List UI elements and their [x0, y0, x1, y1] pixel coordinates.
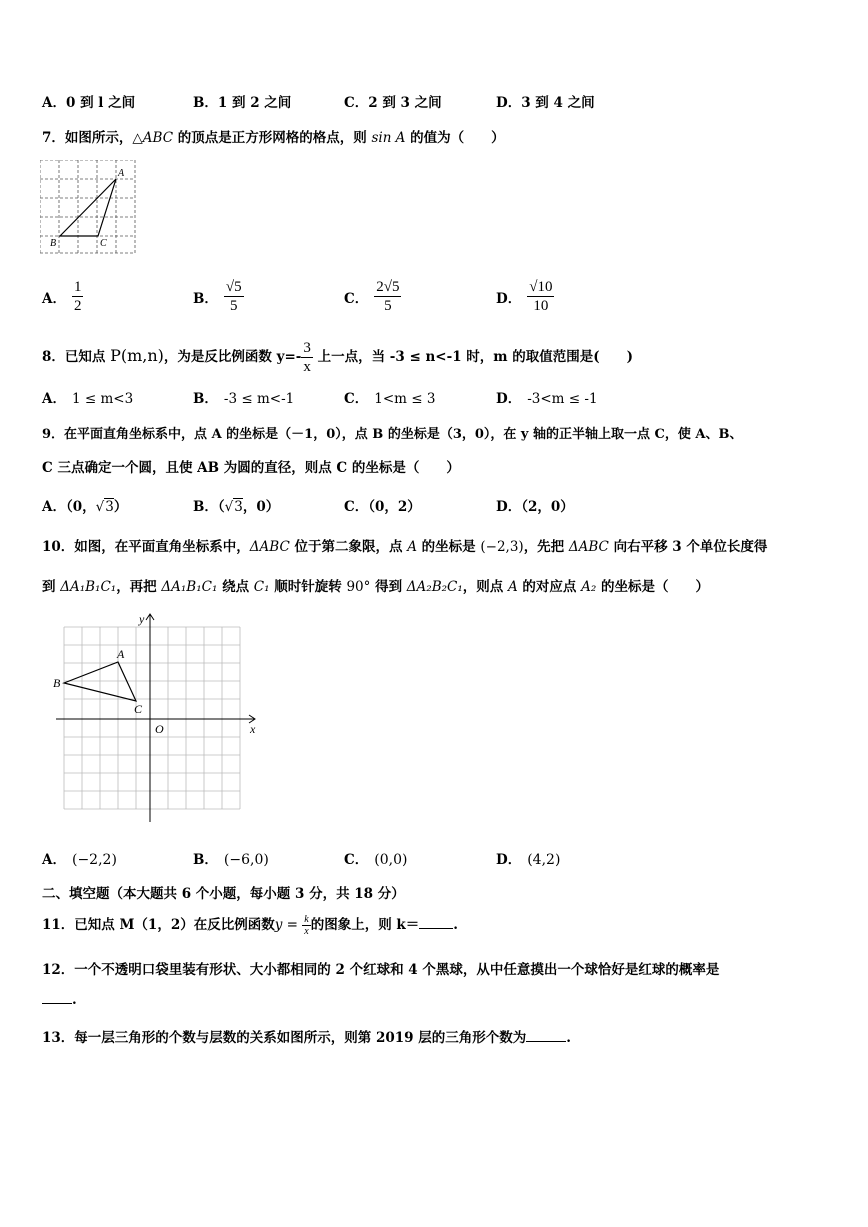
q8-prefix: 8．已知点: [42, 349, 111, 365]
q13-stem: [42, 1026, 571, 1046]
q7-c-den: 5: [384, 298, 392, 314]
q11-stem: [42, 910, 458, 940]
q7-d-den: 10: [533, 298, 549, 314]
option-letter: B．: [193, 391, 218, 407]
m: A₂: [581, 579, 597, 595]
t: 到: [42, 579, 61, 595]
m: ΔABC: [249, 539, 290, 555]
option-letter: A．: [42, 499, 66, 515]
q13-end: .: [566, 1030, 571, 1046]
t: 的坐标是: [416, 539, 481, 555]
q8-suffix: 上一点，当 -3 ≤ n<-1 时，m 的取值范围是( ): [312, 349, 634, 365]
q11-suffix: 的图象上，则 k＝: [310, 917, 420, 933]
q6-option-b: [193, 91, 291, 111]
option-letter: B．: [193, 290, 218, 307]
q11-func: y =: [274, 917, 303, 933]
q9-option-a: A．（0，√3）: [42, 499, 128, 515]
t: 绕点: [217, 579, 254, 595]
option-letter: D．: [496, 391, 522, 407]
q7-label-a: A: [118, 168, 125, 179]
q11-prefix: 11．已知点 M（1，2）在反比例函数: [42, 917, 275, 933]
option-text: -3 ≤ m<-1: [223, 391, 295, 407]
option-text: (−6,0): [223, 852, 269, 868]
q10-coordinate-figure: [50, 612, 265, 827]
option-text: (4,2): [527, 852, 561, 868]
q7-c-num: 2√5: [376, 279, 400, 295]
option-pre: （0，: [65, 499, 96, 515]
q9-line2: C 三点确定一个圆，且使 AB 为圆的直径，则点 C 的坐标是（ ）: [42, 460, 460, 476]
q10-option-b: [193, 848, 269, 868]
option-letter: C．: [344, 95, 369, 111]
section-2-heading: 二、填空题（本大题共 6 个小题，每小题 3 分，共 18 分）: [42, 886, 405, 902]
q6-option-a: [42, 91, 135, 111]
m: A: [407, 539, 417, 555]
m: ΔA₂B₂C₁: [406, 579, 463, 595]
option-letter: D．: [496, 852, 522, 868]
q7-d-num: √10: [529, 279, 553, 295]
option-text: (0,0): [374, 852, 408, 868]
option-text: 1 到 2 之间: [217, 95, 292, 111]
option-post: ）: [113, 499, 128, 515]
q10-label-b: B: [53, 676, 61, 690]
option-letter: A．: [42, 391, 66, 407]
option-sqrt: 3: [234, 499, 243, 515]
option-text: 1 ≤ m<3: [71, 391, 134, 407]
q7-stem: [42, 126, 505, 146]
q12-line1: 12．一个不透明口袋里装有形状、大小都相同的 2 个红球和 4 个黑球，从中任意摸出一个球恰好是红球的概率是: [42, 962, 720, 978]
q10-label-y: y: [139, 612, 145, 626]
q8-option-b: [193, 387, 294, 407]
q7-option-c: [344, 278, 401, 315]
t: 得到: [370, 579, 407, 595]
option-text: 3 到 4 之间: [521, 95, 595, 111]
q7-suffix: 的值为（ ）: [405, 130, 505, 146]
q11-end: .: [453, 917, 458, 933]
t: ，再把: [116, 579, 162, 595]
m: ΔABC: [568, 539, 609, 555]
option-letter: D．: [496, 290, 522, 307]
q7-mid: 的顶点是正方形网格的格点，则: [173, 130, 372, 146]
m: A: [507, 579, 518, 595]
m: (−2,3): [480, 539, 524, 555]
m: ΔA₁B₁C₁: [161, 579, 218, 595]
q7-option-b: [193, 278, 244, 315]
q10-label-o: O: [155, 722, 164, 736]
option-text: (−2,2): [71, 852, 117, 868]
q7-option-a: [42, 278, 83, 315]
t: 顺时针旋转: [269, 579, 347, 595]
t: ，则点: [462, 579, 508, 595]
q7-b-den: 5: [230, 298, 238, 314]
q9-option-d: [496, 495, 574, 515]
q10-grid-lines: [64, 627, 240, 809]
q10-line2: [42, 575, 709, 595]
option-letter: C．: [344, 499, 369, 515]
q6-option-c: [344, 91, 442, 111]
q12-end: .: [72, 992, 77, 1008]
option-post: ，0）: [242, 499, 280, 515]
t: 向右平移 3 个单位长度得: [608, 539, 768, 555]
q8-option-c: [344, 387, 435, 407]
q13-answer-blank[interactable]: [526, 1041, 566, 1042]
m: 90°: [346, 579, 371, 595]
option-pre: （: [217, 499, 225, 515]
q7-triangle-shape: [60, 179, 116, 236]
q6-option-d: [496, 91, 595, 111]
option-sqrt: 3: [105, 499, 114, 515]
q8-option-a: [42, 387, 133, 407]
t: ，先把: [523, 539, 569, 555]
q7-triangle: △ABC: [132, 130, 174, 146]
option-letter: B．: [193, 499, 218, 515]
option-letter: C．: [344, 391, 369, 407]
option-letter: C．: [344, 852, 369, 868]
q9-option-b: B．（√3，0）: [193, 499, 280, 515]
q12-answer-blank[interactable]: [42, 1003, 72, 1004]
q7-label-b: B: [50, 238, 57, 249]
q8-point: P(m,n): [110, 346, 164, 365]
option-letter: C．: [344, 290, 369, 307]
option-letter: A．: [42, 290, 66, 307]
q8-frac-num: 3: [303, 340, 311, 356]
option-letter: A．: [42, 95, 66, 111]
option-text: 1<m ≤ 3: [374, 391, 436, 407]
q10-label-x: x: [250, 722, 256, 736]
q8-option-d: [496, 387, 598, 407]
q7-prefix: 7．如图所示，: [42, 130, 133, 146]
q7-label-c: C: [100, 238, 107, 249]
option-text: （2，0）: [521, 499, 574, 515]
q12-line2: [42, 992, 77, 1008]
t: 的对应点: [517, 579, 582, 595]
q8-frac-den: x: [303, 359, 311, 375]
q10-label-c: C: [134, 702, 143, 716]
q11-frac-den: x: [304, 926, 309, 937]
m: C₁: [253, 579, 270, 595]
option-text: -3<m ≤ -1: [527, 391, 598, 407]
t: 的坐标是（ ）: [596, 579, 709, 595]
option-letter: A．: [42, 852, 66, 868]
q10-label-a: A: [117, 647, 125, 661]
q7-a-num: 1: [73, 279, 82, 295]
q10-option-d: [496, 848, 560, 868]
option-letter: B．: [193, 852, 218, 868]
q7-a-den: 2: [73, 298, 82, 314]
q7-sin: sin A: [371, 130, 406, 146]
option-letter: D．: [496, 95, 522, 111]
t: 10．如图，在平面直角坐标系中，: [42, 539, 250, 555]
option-text: 0 到 l 之间: [65, 95, 136, 111]
q10-line1: [42, 535, 767, 555]
q9-line1: 9．在平面直角坐标系中，点 A 的坐标是（－1，0），点 B 的坐标是（3，0），在 y 轴的正半轴上取一点 C，使 A、B、: [42, 427, 743, 442]
option-text: （0，2）: [368, 499, 421, 515]
q9-option-c: [344, 495, 421, 515]
q7-b-num: √5: [225, 279, 242, 295]
q8-mid: ，为是反比例函数 y=-: [163, 349, 302, 365]
option-letter: D．: [496, 499, 522, 515]
q10-option-c: [344, 848, 407, 868]
q13-text: 13．每一层三角形的个数与层数的关系如图所示，则第 2019 层的三角形个数为: [42, 1030, 527, 1046]
q7-grid-figure: [40, 160, 140, 256]
option-text: 2 到 3 之间: [368, 95, 442, 111]
option-letter: B．: [193, 95, 218, 111]
m: ΔA₁B₁C₁: [60, 579, 117, 595]
q8-stem: [42, 338, 633, 376]
q11-frac-num: k: [304, 914, 309, 925]
q7-option-d: [496, 278, 554, 315]
q10-option-a: [42, 848, 117, 868]
q11-answer-blank[interactable]: [419, 928, 453, 929]
t: 位于第二象限，点: [289, 539, 408, 555]
